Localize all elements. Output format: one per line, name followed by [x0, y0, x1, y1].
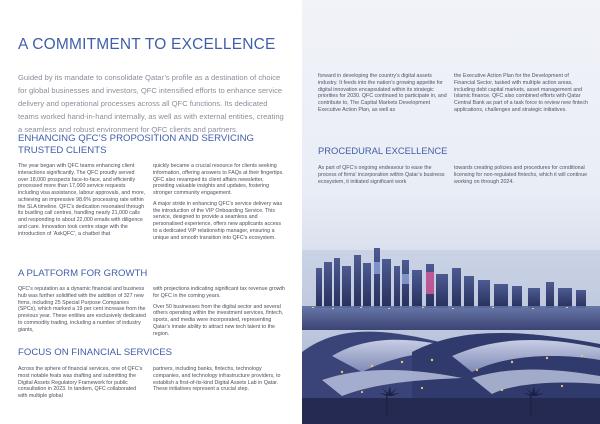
growth-column-2 — [153, 286, 285, 337]
financial-column-1 — [18, 366, 146, 400]
proposition-paragraph-1: The year began with QFC teams enhancing client interactions significantly. The QFC proudly served over 18,000 prospects face-to-face, and efficiently processed more than 17,000 service requests including visa assistance, labour approvals, and more, achieving an impressive 98.6% processing rate within the SLA timeline. QFC’s dedication resonated through its bustling call centres, handling nearly 21,000 calls and responding to about 22,000 emails with diligence and care. Innovation took centre stage with the introduction of ‘AskQFC’, a chatbot that — [18, 163, 146, 237]
proposition-paragraph-2: quickly became a crucial resource for clients seeking information, offering answers to FAQs at their fingertips. QFC also revamped its client affairs newsletter, providing valuable insights and updates, fostering stronger community engagement. — [153, 163, 284, 196]
section-heading-proposition-line1: ENHANCING QFC’S PROPOSITION AND SERVICING — [18, 133, 254, 144]
wave-roof-buildings — [302, 332, 600, 424]
right-column-2: the Executive Action Plan for the Development of Financial Sector, tasked with multiple action areas, including debt capital markets, asset management and Islamic finance. QFC also combined efforts with Qatar Central Bank as part of a task force to review new fintech applications, challenges and strategic initiatives. — [454, 73, 588, 113]
proposition-paragraph-3: A major stride in enhancing QFC’s service delivery was the introduction of the VIP Onboarding Service. This service, designed to provide a seamless and personalised experience, offers new applicants access to a dedicated VIP relationship manager, ensuring a unique and smooth transition into QFC’s ecosystem. — [153, 200, 283, 241]
right-page-photo — [302, 0, 600, 424]
financial-column-2 — [153, 366, 285, 393]
page-title: A COMMITMENT TO EXCELLENCE — [18, 36, 276, 53]
doha-skyline-photo — [302, 0, 600, 424]
growth-paragraph-1: QFC’s reputation as a dynamic financial and business hub was further solidified with the addition of 327 new firms, including 25 Special Purpose Companies (SPCs), which marked a 19 per cent increase from the previous year. These entities are exclusively dedicated to commodity trading, including a number of industry giants, — [18, 286, 146, 333]
section-heading-proposition — [18, 133, 254, 157]
growth-paragraph-2: with projections indicating significant tax revenue growth for QFC in the coming years. — [153, 286, 285, 299]
procedural-column-1: As part of QFC’s ongoing endeavour to ease the process of firms’ incorporation within Qatar’s business ecosystem, it initiated significant work — [318, 165, 445, 185]
financial-paragraph-1: Across the sphere of financial services, one of QFC’s most notable feats was drafting and submitting the Digital Assets Regulatory Framework for public consultation in 2023. In tandem, QFC collaborated with multiple global — [18, 366, 143, 399]
section-heading-growth: A PLATFORM FOR GROWTH — [18, 268, 148, 279]
right-column-1: forward in developing the country’s digital assets industry. It feeds into the nation’s growing appetite for digital innovation encapsulated within its strategic priorities for 2030. QFC continued to participate in, and contribute to, The Capital Markets Development Executive Action Plan, as well as — [318, 73, 447, 113]
proposition-column-1 — [18, 163, 146, 237]
procedural-column-2: towards creating policies and procedures for conditional licensing for non-regulated fintechs, which it will continue working on through 2024. — [454, 165, 588, 185]
growth-paragraph-3: Over 50 businesses from the digital sector and several others operating within the investment services, fintech, sports, and media were incorporated, representing Qatar’s innate ability to attract new tech talent to the region. — [153, 303, 284, 337]
section-heading-financial: FOCUS ON FINANCIAL SERVICES — [18, 347, 173, 358]
intro-paragraph: Guided by its mandate to consolidate Qatar’s profile as a destination of choice for global businesses and investors, QFC intensified efforts to enhance service delivery and operational processes across all QFC functions. Its dedicated teams worked hand-in-hand internally, as well as with external entities, creating a seamless and robust environment for QFC clients and partners. — [18, 73, 284, 134]
section-heading-procedural: PROCEDURAL EXCELLENCE — [318, 145, 448, 156]
financial-paragraph-2: partners, including banks, fintechs, technology companies, and technology infrastructure providers, to establish a first-of-its-kind Digital Assets Lab in Qatar. These initiatives represent a crucial step. — [153, 366, 281, 393]
growth-column-1 — [18, 286, 146, 333]
section-heading-proposition-line2: TRUSTED CLIENTS — [18, 145, 107, 156]
proposition-column-2 — [153, 163, 285, 241]
